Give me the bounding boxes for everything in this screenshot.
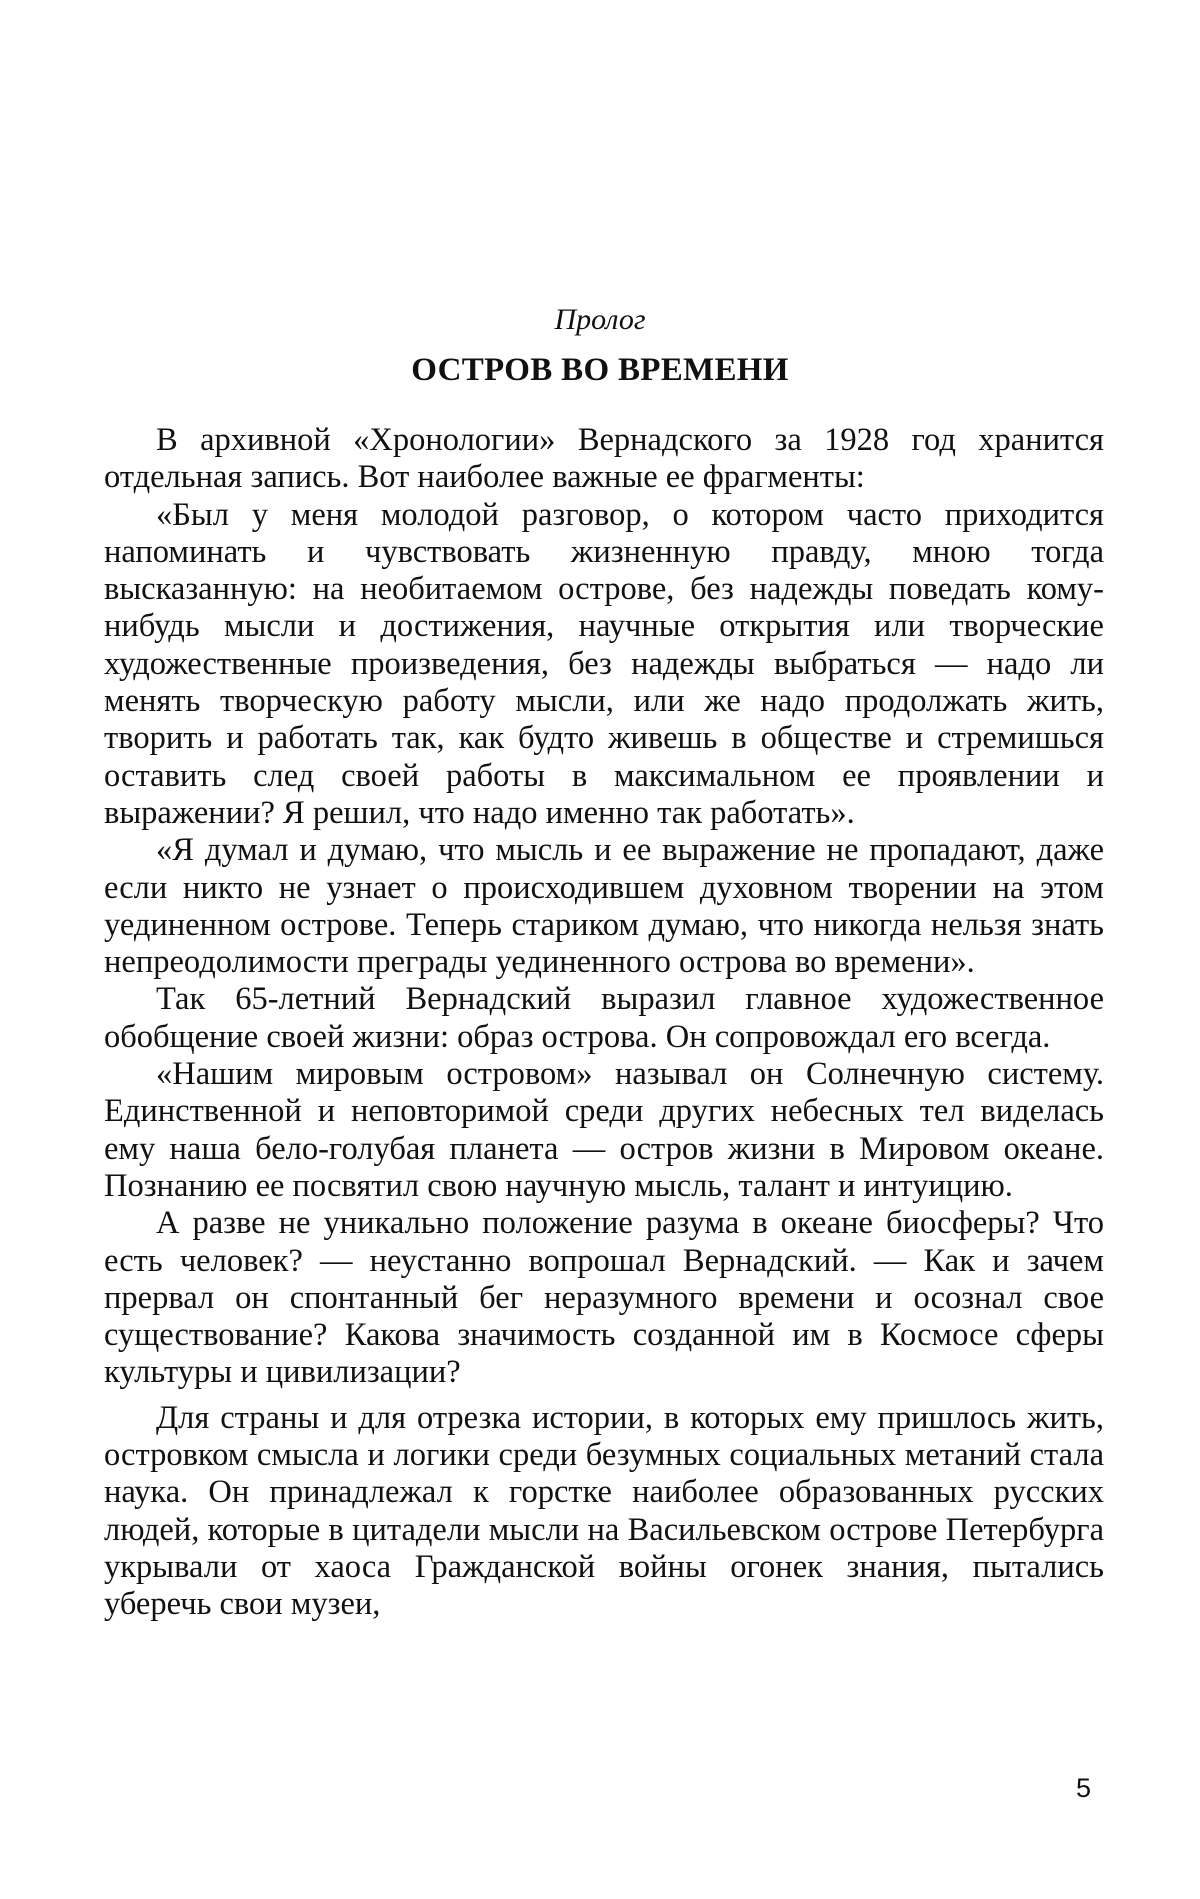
paragraph: А разве не уникально положение разума в океане биосферы? Что есть человек? — неустанно вопрошал Вернадский. — Как и зачем прервал он спонтанный бег неразумного времени и осознал свое существование? Какова значимость созданной им в Космосе сферы культуры и цивилизации? (104, 1205, 1104, 1391)
page-number: 5 (1075, 1773, 1091, 1803)
paragraph: «Нашим мировым островом» называл он Солнечную систему. Единственной и неповторимой среди других небесных тел виделась ему наша бело-голубая планета — остров жизни в Мировом океане. Познанию ее посвятил свою научную мысль, талант и интуицию. (104, 1056, 1104, 1204)
paragraph: В архивной «Хронологии» Вернадского за 1928 год хранится отдельная запись. Вот наиболее важные ее фрагменты: (104, 422, 1104, 496)
body-text (104, 422, 1104, 1624)
chapter-kicker: Пролог (554, 303, 646, 336)
chapter-title: ОСТРОВ ВО ВРЕМЕНИ (411, 352, 789, 388)
paragraph: Для страны и для отрезка истории, в которых ему пришлось жить, островком смысла и логики среди безумных социальных метаний стала наука. Он принадлежал к горстке наиболее образованных русских людей, которые в цитадели мысли на Васильевском острове Петербурга укрывали от хаоса Гражданской войны огонек знания, пытались уберечь свои музеи, (104, 1399, 1104, 1623)
paragraph: Так 65-летний Вернадский выразил главное художественное обобщение своей жизни: образ острова. Он сопровождал его всегда. (104, 981, 1104, 1055)
paragraph: «Был у меня молодой разговор, о котором часто приходится напоминать и чувствовать жизненную правду, мною тогда высказанную: на необитаемом острове, без надежды поведать кому-нибудь мысли и достижения, научные открытия или творческие художественные произведения, без надежды выбраться — надо ли менять творческую работу мысли, или же надо продолжать жить, творить и работать так, как будто живешь в обществе и стремишься оставить след своей работы в максимальном ее проявлении и выражении? Я решил, что надо именно так работать». (104, 496, 1104, 831)
paragraph: «Я думал и думаю, что мысль и ее выражение не пропадают, даже если никто не узнает о происходившем духовном творении на этом уединенном острове. Теперь стариком думаю, что никогда нельзя знать непреодолимости преграды уединенного острова во времени». (104, 832, 1104, 981)
